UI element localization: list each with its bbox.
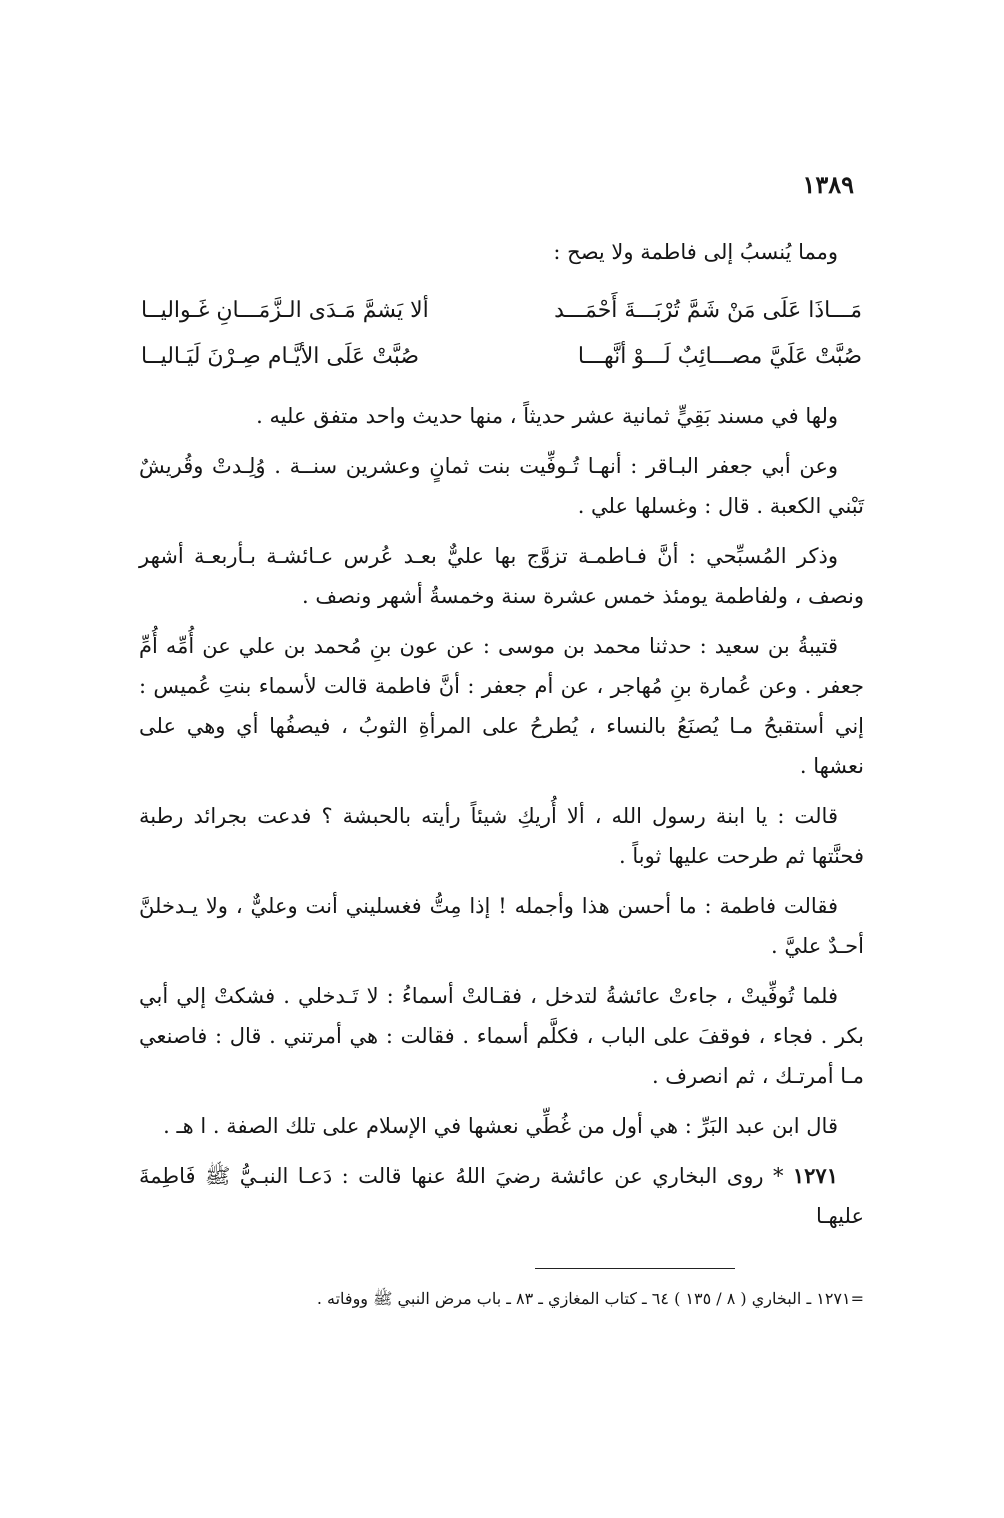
- hadith-text: روى البخاري عن عائشة رضيَ اللهُ عنها قالت : دَعـا النبـيُّ ﷺ فَاطِمةَ عليهـا: [139, 1164, 864, 1228]
- poem-second-hemistich: ألا يَشمَّ مَـدَى الـزَّمَـــانِ غَـواليــا: [141, 298, 429, 323]
- footnote-divider: [535, 1268, 735, 1269]
- paragraph-abu-jafar: وعن أبي جعفر البـاقر : أنهـا تُـوفِّيت بنت ثمانٍ وعشرين سنــة . وُلِـدتْ وقُريشٌ تَبْني الكعبة . قال : وغسلها علي .: [139, 454, 864, 518]
- poem-first-hemistich: مَـــاذَا عَلَى مَنْ شَمَّ تُرْبَـــةَ أَحْمَـــد: [554, 298, 862, 323]
- footnote: =١٢٧١ ـ البخاري ( ٨ / ١٣٥ ) ٦٤ ـ كتاب المغازي ـ ٨٣ ـ باب مرض النبي ﷺ ووفاته .: [316, 1289, 864, 1308]
- poem-verse: [139, 288, 864, 334]
- paragraph-fatimah-said: فقالت فاطمة : ما أحسن هذا وأجمله ! إذا مِتُّ فغسليني أنت وعليٌّ ، ولا يـدخلنَّ أحـدٌ عليَّ .: [139, 894, 864, 958]
- poem: [139, 288, 864, 380]
- main-text: [139, 232, 864, 1246]
- paragraph-musnad-baqi: ولها في مسند بَقِيٍّ ثمانية عشر حديثاً ، منها حديث واحد متفق عليه .: [256, 404, 838, 428]
- poem-intro: ومما يُنسبُ إلى فاطمة ولا يصح :: [553, 240, 838, 264]
- hadith-marker: *: [772, 1164, 784, 1188]
- paragraph-qutaybah: قتيبةُ بن سعيد : حدثنا محمد بن موسى : عن عون بنِ مُحمد بن علي عن أُمِّه أُمِّ جعفر . وعن عُمارة بنِ مُهاجر ، عن أم جعفر : أنَّ فاطمة قالت لأسماء بنتِ عُميس : إني أستقبحُ مـا يُصنَعُ بالنساء ، يُطرحُ على المرأةِ الثوبُ ، فيصفُها أي وهي على نعشها .: [139, 634, 864, 778]
- paragraph-musabbihi: وذكر المُسبِّحي : أنَّ فـاطمـة تزوَّج بها عليٌّ بعـد عُرس عـائشـة بـأربعـة أشهر ونصف ، ولفاطمة يومئذ خمس عشرة سنة وخمسةُ أشهر ونصف .: [139, 544, 864, 608]
- hadith-number: ١٢٧١: [792, 1163, 838, 1188]
- paragraph-after-death: فلما تُوفِّيتْ ، جاءتْ عائشةُ لتدخل ، فقـالتْ أسماءُ : لا تَـدخلي . فشكتْ إلي أبي بكر . فجاء ، فوقفَ على الباب ، فكلَّم أسماء . فقالت : هي أمرتني . قال : فاصنعي مـا أمرتـك ، ثم انصرف .: [139, 984, 864, 1088]
- page-number: ١٣٨٩: [802, 170, 854, 199]
- paragraph-ibn-abd-albarr: قال ابن عبد البَرِّ : هي أول من غُطِّي نعشها في الإسلام على تلك الصفة . ا هـ .: [163, 1114, 838, 1138]
- paragraph-habasha: قالت : يا ابنة رسول الله ، ألا أُريكِ شيئاً رأيته بالحبشة ؟ فدعت بجرائد رطبة فحنَّتها ثم طرحت عليها ثوباً .: [139, 804, 864, 868]
- poem-first-hemistich: صُبَّتْ عَلَيَّ مصـــائِبٌ لَـــوْ أنَّهـــا: [577, 344, 862, 369]
- hadith-entry: [139, 1156, 864, 1236]
- poem-second-hemistich: صُبَّتْ عَلَى الأيَّـام صِـرْنَ لَيَـاليــا: [141, 344, 420, 369]
- poem-verse: [139, 334, 864, 380]
